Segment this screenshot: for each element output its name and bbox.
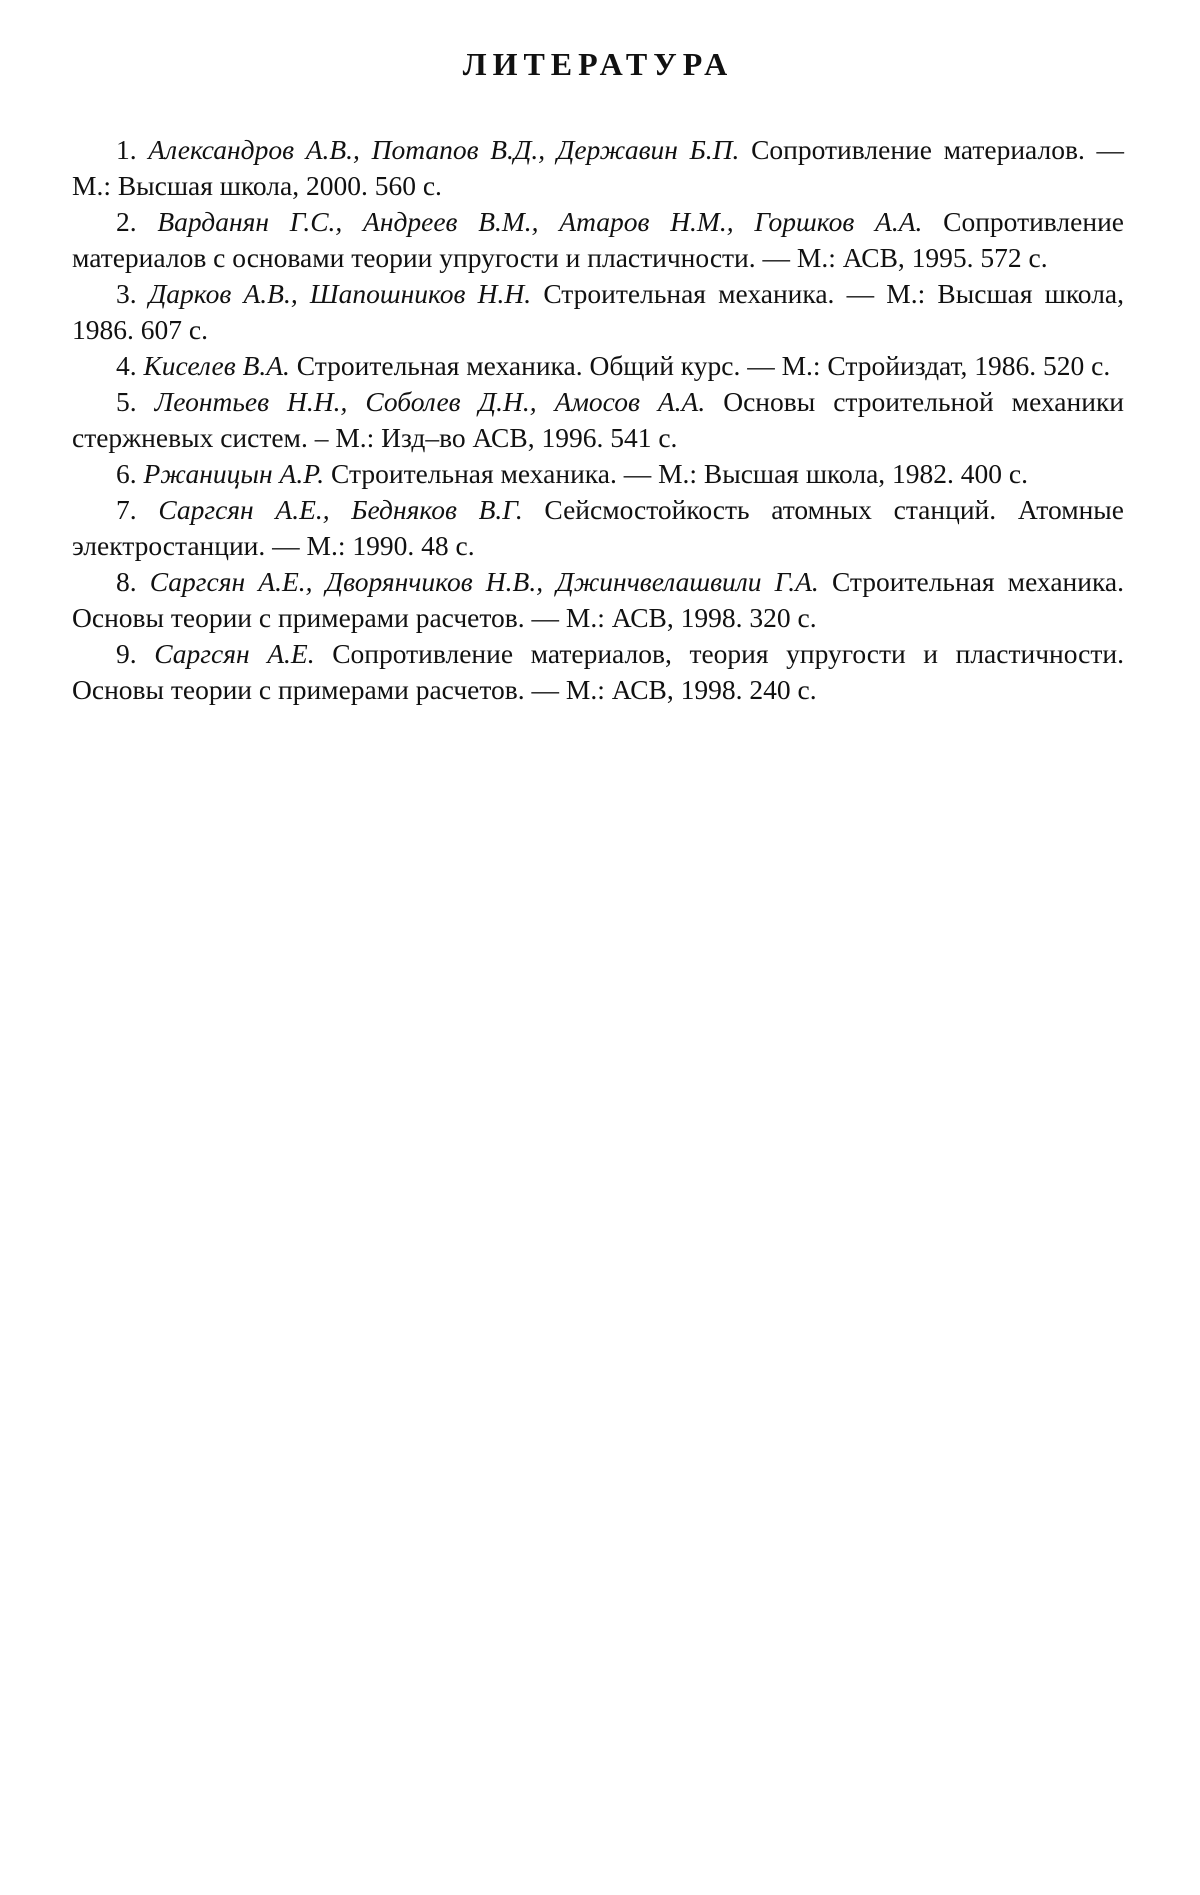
reference-number: 6.: [116, 458, 137, 489]
reference-authors: Варданян Г.С., Андреев В.М., Атаров Н.М., Горшков А.А.: [157, 206, 923, 237]
reference-item: [72, 384, 1124, 456]
reference-list: [72, 132, 1124, 708]
reference-authors: Ржаницын А.Р.: [143, 458, 325, 489]
reference-item: [72, 492, 1124, 564]
reference-details: Сопротивление материалов, теория упругости и пластичности. Основы теории с примерами расчетов. — М.: АСВ, 1998. 240 с.: [72, 638, 1125, 705]
reference-details: Строительная механика. Общий курс. — М.: Стройиздат, 1986. 520 с.: [296, 350, 1111, 381]
reference-authors: Саргсян А.Е., Бедняков В.Г.: [158, 494, 523, 525]
reference-item: [72, 564, 1124, 636]
reference-details: Сейсмостойкость атомных станций. Атомные электростанции. — М.: 1990. 48 с.: [72, 494, 1124, 561]
reference-number: 5.: [116, 386, 137, 417]
reference-authors: Александров А.В., Потапов В.Д., Державин Б.П.: [148, 134, 740, 165]
reference-details: Основы строительной механики стержневых систем. – М.: Изд–во АСВ, 1996. 541 с.: [72, 386, 1125, 453]
reference-number: 9.: [116, 638, 137, 669]
reference-authors: Саргсян А.Е., Дворянчиков Н.В., Джинчвелашвили Г.А.: [149, 566, 819, 597]
reference-number: 1.: [116, 134, 137, 165]
reference-details: Строительная механика. Основы теории с примерами расчетов. — М.: АСВ, 1998. 320 с.: [72, 566, 1124, 633]
reference-item: [72, 348, 1124, 384]
reference-item: [72, 132, 1124, 204]
reference-item: [72, 456, 1124, 492]
reference-item: [72, 276, 1124, 348]
reference-authors: Дарков А.В., Шапошников Н.Н.: [148, 278, 532, 309]
reference-authors: Саргсян А.Е.: [154, 638, 315, 669]
reference-details: Сопротивление материалов. — М.: Высшая школа, 2000. 560 с.: [72, 134, 1124, 201]
reference-number: 4.: [116, 350, 137, 381]
reference-number: 8.: [116, 566, 137, 597]
reference-authors: Киселев В.А.: [143, 350, 290, 381]
document-page: [72, 48, 1124, 708]
reference-item: [72, 204, 1124, 276]
reference-authors: Леонтьев Н.Н., Соболев Д.Н., Амосов А.А.: [154, 386, 706, 417]
reference-number: 3.: [116, 278, 137, 309]
page-title: ЛИТЕРАТУРА: [462, 46, 734, 82]
reference-details: Строительная механика. — М.: Высшая школа, 1982. 400 с.: [331, 458, 1028, 489]
reference-details: Сопротивление материалов с основами теории упругости и пластичности. — М.: АСВ, 1995. 572 с.: [72, 206, 1124, 273]
reference-item: [72, 636, 1124, 708]
reference-number: 2.: [116, 206, 137, 237]
reference-number: 7.: [116, 494, 137, 525]
reference-details: Строительная механика. — М.: Высшая школа, 1986. 607 с.: [72, 278, 1125, 345]
